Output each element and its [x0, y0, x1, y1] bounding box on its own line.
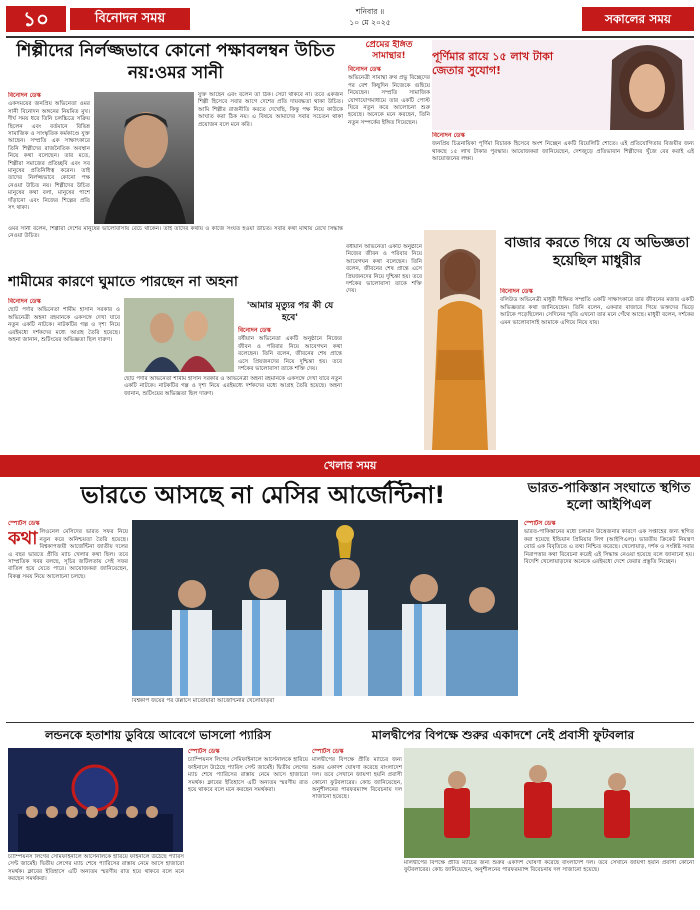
maldives-headline-box	[312, 726, 694, 746]
premer-article	[348, 40, 430, 240]
messi-byline: স্পোর্টস ডেস্ক	[8, 520, 40, 527]
madhuri-headline: বাজার করতে গিয়ে যে অভিজ্ঞতা হয়েছিল মাধুরীর	[504, 235, 690, 269]
paris-byline: স্পোর্টস ডেস্ক	[188, 748, 220, 755]
purnima-headline: পূর্ণিমার রায়ে ১৫ লাখ টাকা জেতার সুযোগ!	[432, 50, 554, 77]
page-number: ১০	[6, 6, 66, 32]
maldives-text: মালদ্বীপের বিপক্ষে প্রীতি ম্যাচের জন্য শুরুর একাদশ ঘোষণা করেছে বাংলাদেশ দল। তবে সেখানে জায়গা হয়নি প্রবাসী কোনো ফুটবলারের। কোচ জানিয়েছেন, অনুশীলনের পারফরম্যান্স বিবেচনায় দল সাজানো হয়েছে।	[312, 757, 402, 801]
paris-headline-box	[8, 726, 308, 746]
purnima-byline: বিনোদন ডেস্ক	[432, 132, 465, 139]
shamim-text: ছোট পর্দার অভিনেতা শামীম হাসান সরকার ও অভিনেত্রী অহনা রহমানকে একসঙ্গে দেখা যাবে নতুন একটি নাটকে। নাটকটির গল্প ও দৃশ্য নিয়ে এরইমধ্যে দর্শকদের মধ্যে আগ্রহ তৈরি হয়েছে। অহনা জানান, শুটিংয়ের অভিজ্ঞতা ছিল দারুণ।	[8, 307, 120, 344]
omar-portrait-icon	[94, 92, 194, 224]
section-title: বিনোদন সময়	[70, 8, 190, 30]
omar-text-mid: যুক্ত আছেন এবং বলেন তা ঠিক। সেটা থাকবে না। তবে একজন শিল্পী হিসেবে সবার আগে দেশের প্রতি দায়বদ্ধতা থাকা উচিত। আমি শিল্পীর রাজনীতি করতে দেখেছি, কিন্তু পক্ষ নিয়ে কাউকে আঘাত করা ঠিক নয়। এ বিষয়ে আমাদের সবার সচেতন থাকা প্রয়োজন বলে মনে করি।	[198, 92, 343, 128]
paris-body-2	[8, 854, 184, 904]
paris-text-2: চ্যাম্পিয়নস লিগের সেমিফাইনালে আর্সেনালকে হারিয়ে ফাইনালে উঠেছে প্যারিস সেন্ট জার্মেই। দ্বিতীয় লেগের ম্যাচ শেষে প্যারিসের রাস্তায় নেমে আসে হাজারো সমর্থক। ক্লাবের ইতিহাসে এটি অন্যতম স্মরণীয় রাত হয়ে থাকবে বলে মনে করছেন সমর্থকরা।	[8, 854, 184, 883]
madhuri-headline-box	[500, 234, 694, 284]
mrittur-article	[238, 300, 342, 450]
maldives-text-2: মালদ্বীপের বিপক্ষে প্রীতি ম্যাচের জন্য শুরুর একাদশ ঘোষণা করেছে বাংলাদেশ দল। তবে সেখানে জায়গা হয়নি প্রবাসী কোনো ফুটবলারের। কোচ জানিয়েছেন, অনুশীলনের পারফরম্যান্স বিবেচনায় দল সাজানো হয়েছে।	[404, 860, 694, 874]
messi-headline: ভারতে আসছে না মেসির আর্জেন্টিনা!	[80, 481, 446, 509]
shamim-byline: বিনোদন ডেস্ক	[8, 298, 41, 305]
psg-team-photo-icon	[8, 748, 183, 852]
omar-body-mid	[198, 92, 343, 224]
messi-text: লিওনেল মেসিদের ভারত সফর নিয়ে নতুন করে অনিশ্চয়তা তৈরি হয়েছে। বিশ্বকাপজয়ী আর্জেন্টিনা জাতীয় দলের এ বছর ভারতে প্রীতি ম্যাচ খেলার কথা ছিল। তবে সাম্প্রতিক খবর বলছে, সূচির জটিলতায় সেই সফর বাতিল হয়ে যেতে পারে। আয়োজকরা জানিয়েছেন, বিকল্প সময় নিয়ে আলোচনা চলছে।	[8, 529, 128, 580]
messi-headline-box	[8, 480, 518, 518]
omar-text-left: একসময়ের জনপ্রিয় অভিনেতা ওমর সানী বিনোদন অঙ্গনের নিয়মিত মুখ। দীর্ঘ সময় ধরে তিনি চলচ্চিত্রে সক্রিয় ছিলেন এবং বর্তমানে বিভিন্ন সামাজিক ও সাংস্কৃতিক কর্মকাণ্ডে যুক্ত আছেন। সম্প্রতি এক সাক্ষাৎকারে তিনি শিল্পীদের রাজনৈতিক অবস্থান নিয়ে কথা বলেছেন। তার মতে, শিল্পীরা সমাজের প্রতিচ্ছবি এবং সব মানুষের প্রতিনিধিত্ব করেন। তাই তাদের নির্লজ্জভাবে কোনো পক্ষ নেওয়া উচিত নয়। শিল্পীদের উচিত মানুষের কথা বলা, মানুষের পাশে দাঁড়ানো এবং নিজের শিল্পের প্রতি সৎ থাকা।	[8, 101, 90, 212]
omar-byline: বিনোদন ডেস্ক	[8, 92, 41, 99]
maldives-body	[312, 748, 402, 904]
ipl-headline-box	[524, 480, 694, 518]
purnima-headline-box	[432, 50, 562, 110]
premer-byline: বিনোদন ডেস্ক	[348, 66, 381, 73]
paris-photo	[8, 748, 183, 852]
newspaper-logo: সকালের সময়	[582, 7, 694, 31]
paris-headline: লন্ডনকে হতাশায় ডুবিয়ে আবেগে ভাসলো প্যারিস	[44, 728, 272, 742]
ipl-byline: স্পোর্টস ডেস্ক	[524, 520, 556, 527]
mrittur-byline: বিনোদন ডেস্ক	[238, 327, 271, 334]
omar-body-right	[8, 226, 343, 268]
sports-band	[0, 455, 700, 477]
issue-day: শনিবার ॥	[355, 7, 385, 16]
couple-photo-icon	[124, 298, 234, 372]
mrittur-body-2	[346, 244, 422, 450]
madhuri-portrait-icon	[424, 230, 496, 450]
paris-body	[188, 748, 308, 904]
premer-text: অভিনেত্রী সামান্থা রুথ প্রভু বিচ্ছেদের পর বেশ কিছুদিন নিজেকে গুছিয়ে নিয়েছেন। সম্প্রতি সামাজিক যোগাযোগমাধ্যমে তার একটি পোস্ট ঘিরে নতুন করে আলোচনা শুরু হয়েছে। অনেকে মনে করছেন, তিনি নতুন সম্পর্কের ইঙ্গিত দিয়েছেন।	[348, 75, 430, 126]
madhuri-photo	[424, 230, 496, 450]
maldives-photo	[404, 748, 694, 858]
ipl-headline: ভারত-পাকিস্তান সংঘাতে স্থগিত হলো আইপিএল	[527, 481, 691, 513]
maldives-body-2	[404, 860, 694, 904]
messi-caption: বিশ্বকাপ জয়ের পর উল্লাসে মাতোয়ারা আর্জেন্টিনার খেলোয়াড়রা	[132, 698, 275, 704]
argentina-celebration-icon	[132, 520, 518, 696]
sports-divider	[6, 722, 694, 723]
omar-photo	[94, 92, 194, 224]
messi-photo	[132, 520, 518, 696]
ipl-body	[524, 520, 694, 720]
purnima-body	[432, 132, 694, 212]
omar-text-right: ওমর সানী বলেন, শিল্পীরা দেশের মানুষের ভালোবাসায় বেঁচে থাকেন। তাই তাদের কথায় ও কাজে সংযত হওয়া উচিত। সবার কথা মাথায় রেখে সিদ্ধান্ত নেওয়া উচিত।	[8, 226, 343, 240]
issue-date	[340, 6, 400, 28]
header-divider	[6, 36, 694, 38]
shamim-headline: শামীমের কারণে ঘুমাতে পারছেন না অহনা	[8, 274, 238, 290]
maldives-byline: স্পোর্টস ডেস্ক	[312, 748, 344, 755]
mrittur-headline: 'আমার মৃত্যুর পর কী যে হবে'	[246, 301, 334, 323]
shamim-text-2: ছোট পর্দার অভিনেতা শামীম হাসান সরকার ও অভিনেত্রী অহনা রহমানকে একসঙ্গে দেখা যাবে নতুন একটি নাটকে। নাটকটির গল্প ও দৃশ্য নিয়ে এরইমধ্যে দর্শকদের মধ্যে আগ্রহ তৈরি হয়েছে। অহনা জানান, শুটিংয়ের অভিজ্ঞতা ছিল দারুণ।	[124, 376, 342, 397]
maldives-headline: মালদ্বীপের বিপক্ষে শুরুর একাদশে নেই প্রবাসী ফুটবলার	[371, 728, 635, 742]
messi-body	[8, 520, 128, 720]
shamim-photo	[124, 298, 234, 372]
madhuri-body	[500, 288, 694, 450]
madhuri-byline: বিনোদন ডেস্ক	[500, 288, 533, 295]
purnima-text: জনপ্রিয় চিত্রনায়িকা পূর্ণিমা বিচারক হিসেবে অংশ নিচ্ছেন একটি রিয়েলিটি শোতে। এই প্রতিযোগিতার বিজয়ীর জন্য থাকছে ১৫ লাখ টাকার পুরস্কার। আয়োজকরা জানিয়েছেন, দেশজুড়ে প্রতিভাবান শিল্পীদের খুঁজে বের করাই এই আয়োজনের লক্ষ্য।	[432, 141, 694, 163]
issue-date-text: ১০ মে ২০২৫	[349, 18, 391, 27]
madhuri-text: বলিউড অভিনেত্রী মাধুরী দীক্ষিত সম্প্রতি একটি সাক্ষাৎকারে তার জীবনের মজার একটি অভিজ্ঞতার কথা জানিয়েছেন। তিনি বলেন, একবার বাজারে গিয়ে ভক্তদের ভিড়ে আটকে পড়েছিলেন। সেদিনের স্মৃতি এখনো তার মনে গেঁথে আছে। মাধুরী বলেন, দর্শকের এমন ভালোবাসাই আমাকে এগিয়ে নিয়ে যায়।	[500, 297, 694, 326]
omar-headline-box	[8, 40, 343, 90]
omar-headline: শিল্পীদের নির্লজ্জভাবে কোনো পক্ষাবলম্বন উচিত নয়:ওমর সানী	[16, 41, 335, 83]
omar-body-left	[8, 92, 90, 224]
mrittur-text-2: বর্ষীয়ান অভিনেতা একটি অনুষ্ঠানে নিজের জীবন ও পরিবার নিয়ে আবেগঘন কথা বলেছেন। তিনি বলেন, জীবনের শেষ প্রান্তে এসে প্রিয়জনদের নিয়ে দুশ্চিন্তা হয়। তবে দর্শকের ভালোবাসা তাকে শক্তি দেয়।	[346, 244, 422, 295]
shamim-headline-box	[8, 272, 343, 296]
shamim-body	[8, 298, 120, 450]
football-match-photo-icon	[404, 748, 694, 858]
premer-headline: প্রেমের ইঙ্গিত সামান্থার!	[365, 40, 413, 61]
sports-band-title: খেলার সময়	[260, 457, 440, 475]
mrittur-text: বর্ষীয়ান অভিনেতা একটি অনুষ্ঠানে নিজের জীবন ও পরিবার নিয়ে আবেগঘন কথা বলেছেন। তিনি বলেন, জীবনের শেষ প্রান্তে এসে প্রিয়জনদের নিয়ে দুশ্চিন্তা হয়। তবে দর্শকের ভালোবাসা তাকে শক্তি দেয়।	[238, 336, 342, 373]
messi-dropcap: কথা	[8, 528, 38, 550]
paris-text: চ্যাম্পিয়নস লিগের সেমিফাইনালে আর্সেনালকে হারিয়ে ফাইনালে উঠেছে প্যারিস সেন্ট জার্মেই। দ্বিতীয় লেগের ম্যাচ শেষে প্যারিসের রাস্তায় নেমে আসে হাজারো সমর্থক। ক্লাবের ইতিহাসে এটি অন্যতম স্মরণীয় রাত হয়ে থাকবে বলে মনে করছেন সমর্থকরা।	[188, 757, 308, 794]
ipl-text: ভারত-পাকিস্তানের মধ্যে চলমান উত্তেজনার কারণে এক সপ্তাহের জন্য স্থগিত করা হয়েছে ইন্ডিয়ান প্রিমিয়ার লিগ (আইপিএল)। ভারতীয় ক্রিকেট নিয়ন্ত্রণ বোর্ড এক বিবৃতিতে এ তথ্য নিশ্চিত করেছে। খেলোয়াড়, দর্শক ও সংশ্লিষ্ট সবার নিরাপত্তার কথা বিবেচনা করেই এই সিদ্ধান্ত নেওয়া হয়েছে বলে জানানো হয়। বিদেশি খেলোয়াড়দের অনেকে এরইমধ্যে দেশে ফেরার প্রস্তুতি নিচ্ছেন।	[524, 529, 694, 566]
